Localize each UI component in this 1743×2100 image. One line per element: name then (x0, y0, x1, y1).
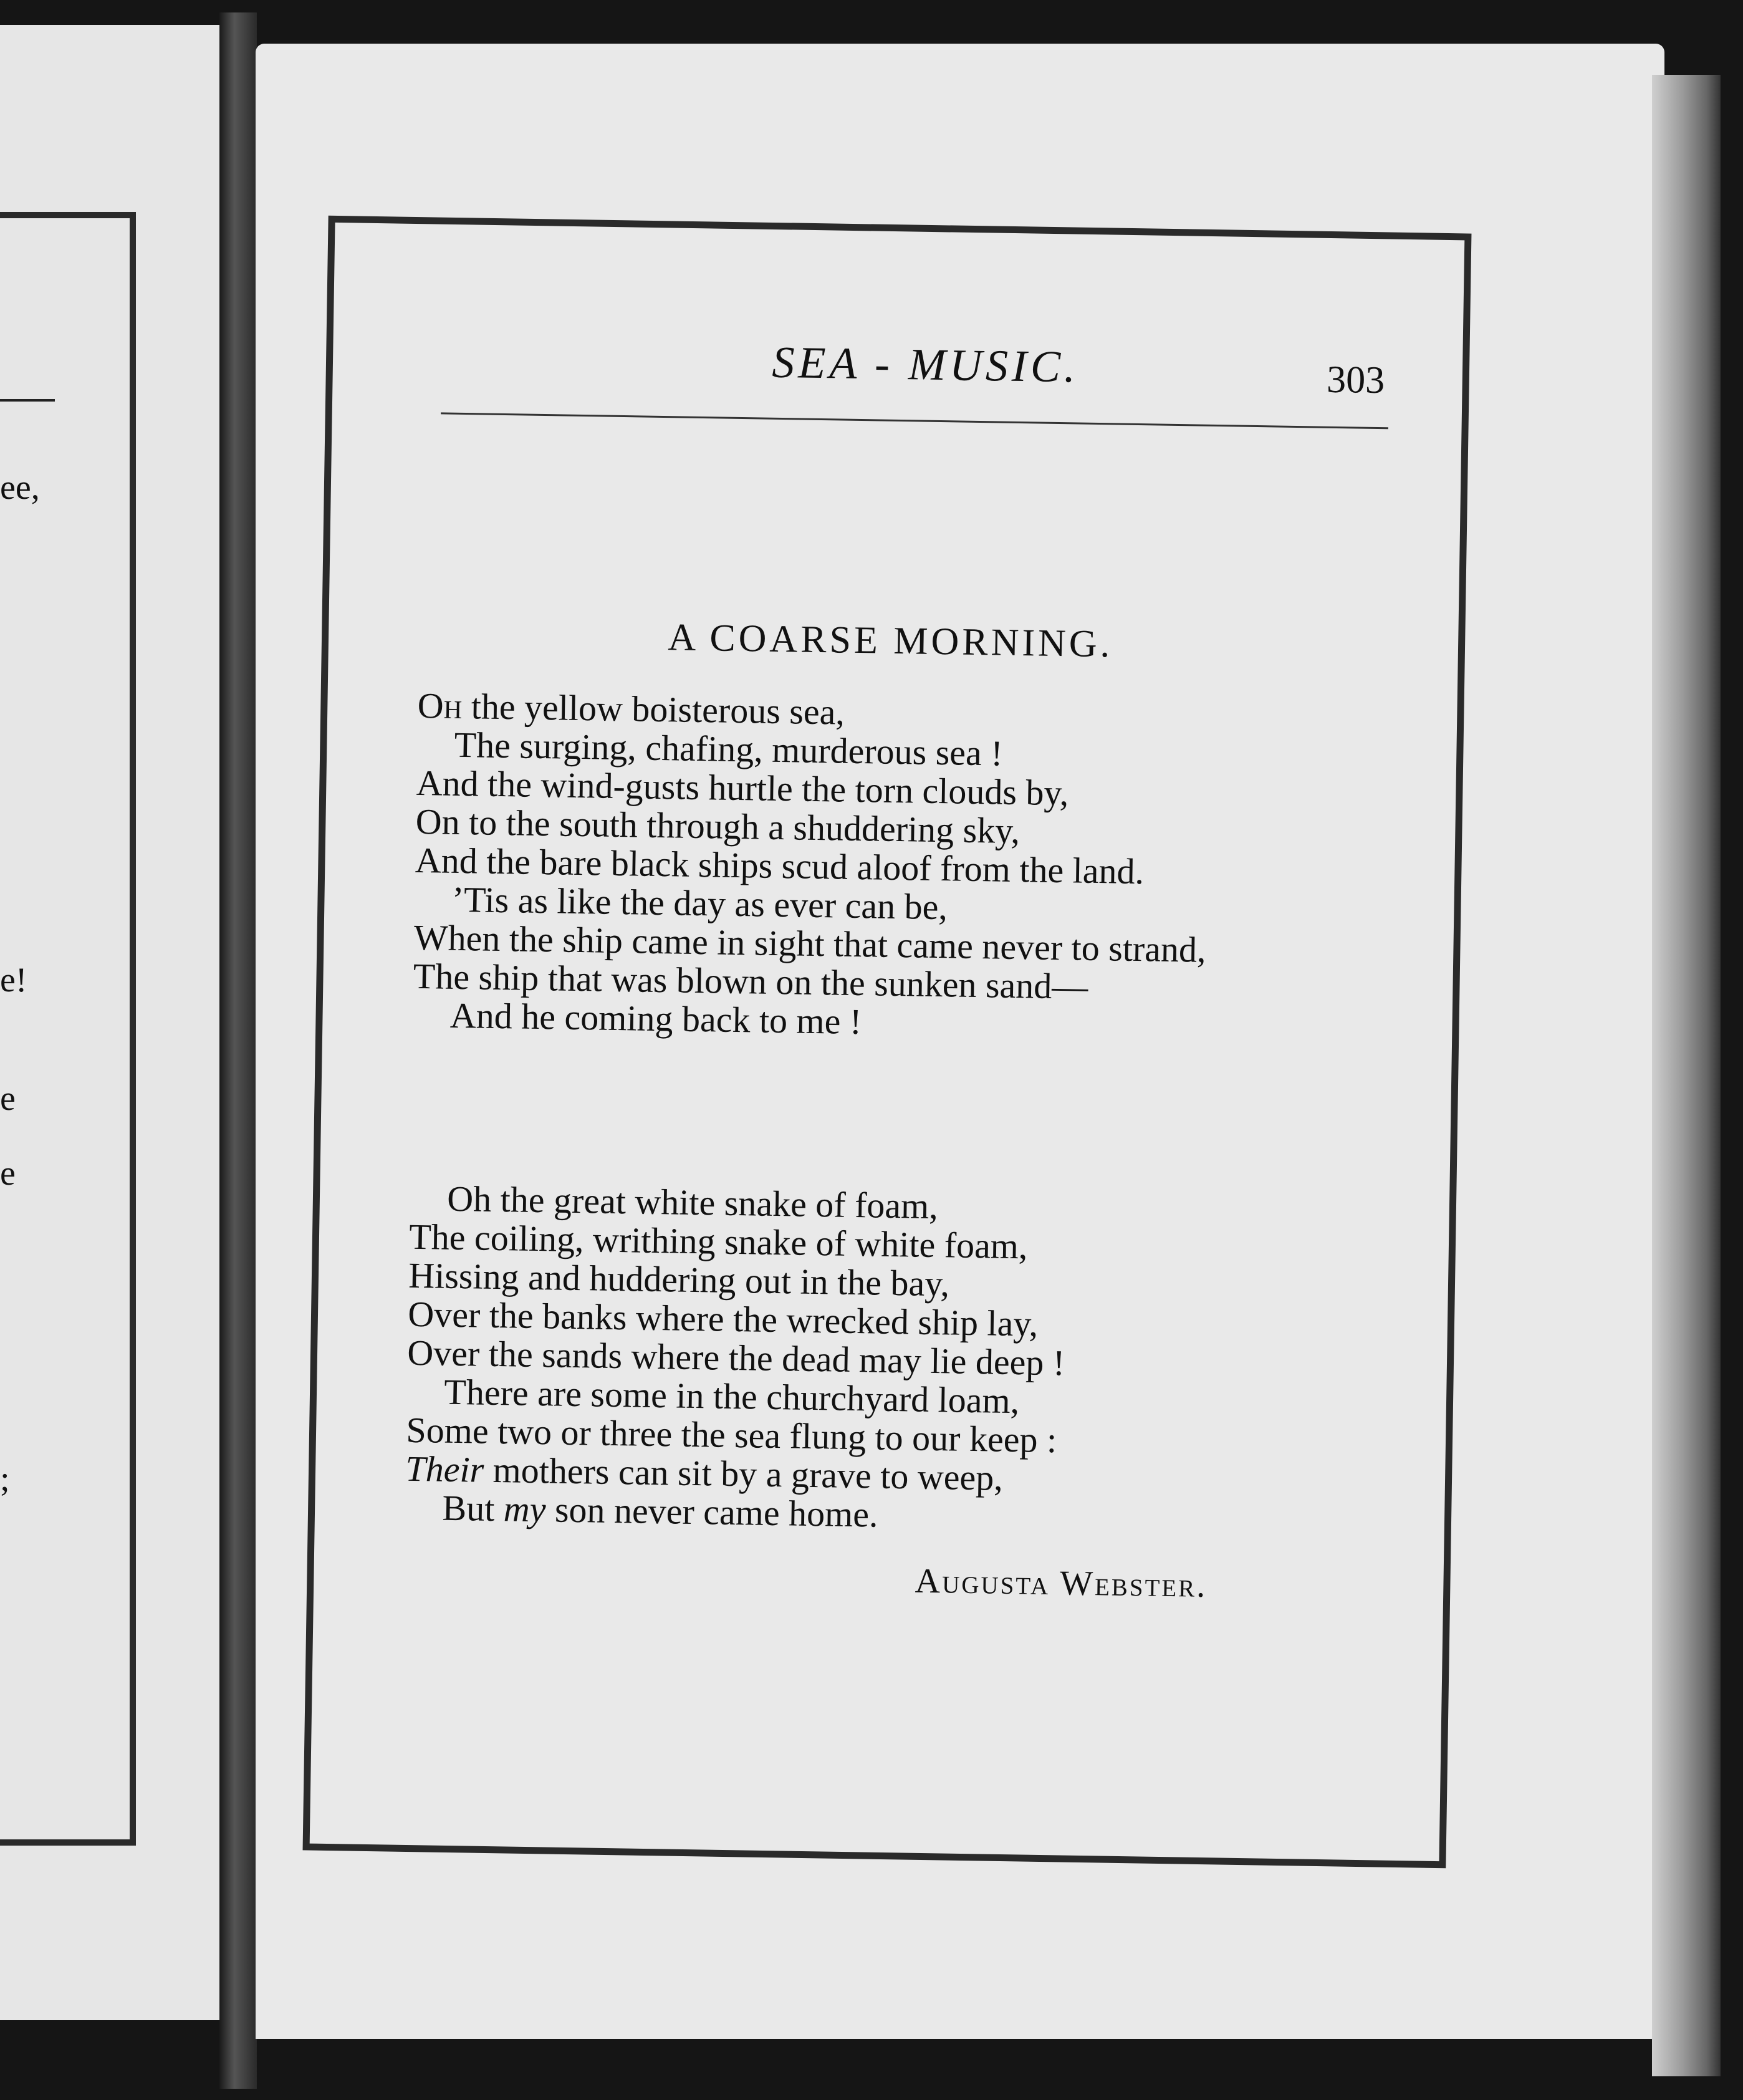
previous-page-fragment: e (0, 1079, 16, 1118)
poem-line: And the wind-gusts hurtle the torn clouds by, (416, 762, 1069, 814)
previous-page-frame (0, 212, 136, 1846)
stanza-1 (412, 686, 1209, 1047)
emphasized-word: Their (405, 1448, 484, 1490)
poem-line: Over the banks where the wrecked ship lay, (407, 1293, 1039, 1344)
line-text: mothers can sit by a grave to weep, (483, 1449, 1004, 1498)
emphasized-word: my (503, 1488, 547, 1530)
previous-page (0, 25, 223, 2020)
previous-page-rule (0, 399, 55, 402)
previous-page-fragment: e! (0, 961, 27, 999)
opening-word: Oh (417, 685, 463, 726)
running-head: SEA - MUSIC. (771, 337, 1080, 392)
poem-line: There are some in the churchyard loam, (443, 1371, 1020, 1422)
line-text: son never came home. (545, 1489, 879, 1535)
poem-line: The surging, chafing, murderous sea ! (454, 724, 1004, 774)
poem-line: On to the south through a shuddering sky, (415, 801, 1020, 852)
previous-page-fragment: ee, (0, 468, 40, 507)
header-rule (441, 412, 1388, 429)
poem-line: Oh the great white snake of foam, (446, 1178, 939, 1227)
poem-line: ’Tis as like the day as ever can be, (451, 879, 948, 928)
line-text: the yellow boisterous sea, (461, 685, 845, 733)
page-number: 303 (1326, 358, 1385, 402)
stanza-2 (405, 1179, 1067, 1538)
poem-line: Some two or three the sea flung to our keep : (406, 1409, 1057, 1461)
poem-title: A COARSE MORNING. (668, 616, 1113, 666)
poem-line: When the ship came in sight that came never to strand, (413, 917, 1207, 970)
book-gutter (219, 12, 257, 2089)
previous-page-fragment: ; (0, 1460, 10, 1498)
poem-line: Over the sands where the dead may lie deep ! (406, 1332, 1065, 1384)
poem-line: And he coming back to me ! (449, 995, 862, 1043)
poem-line: The coiling, writhing snake of white foam, (408, 1216, 1028, 1267)
author-name: Augusta Webster. (915, 1561, 1208, 1605)
line-text: But (442, 1487, 504, 1529)
page-content (363, 299, 1396, 1811)
page-edge (1652, 75, 1721, 2076)
poem-line: And the bare black ships scud aloof from the land. (415, 839, 1145, 892)
poem-line: Hissing and huddering out in the bay, (408, 1255, 950, 1304)
poem-line: The ship that was blown on the sunken sand— (413, 955, 1088, 1007)
previous-page-fragment: e (0, 1154, 16, 1193)
